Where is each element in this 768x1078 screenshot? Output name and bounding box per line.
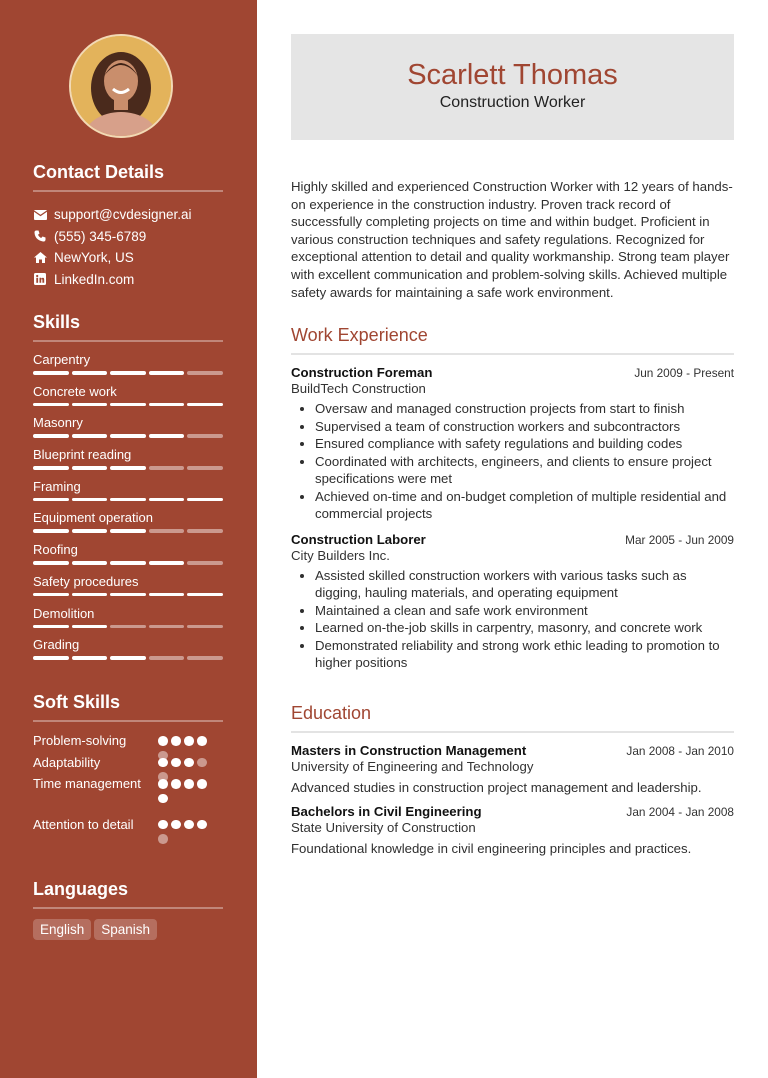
skill-label: Grading <box>33 637 80 653</box>
education-date: Jan 2004 - Jan 2008 <box>626 805 734 819</box>
job-title: Construction Foreman <box>291 365 433 380</box>
skill-level-bar <box>33 498 223 502</box>
contact-list <box>33 204 223 290</box>
education-entry <box>291 804 734 856</box>
summary: Highly skilled and experienced Construction Worker with 12 years of hands-on experience in the construction industry. Proven track record of successfully completing projects on time and within budget. Proficient in various construction techniques and safety regulations. Recognized for exceptional attention to detail and quality workmanship. Strong team player with excellent communication and problem-solving skills. Achieved multiple safety awards for maintaining a safe work environment. <box>291 179 733 300</box>
skill-label: Masonry <box>33 415 83 431</box>
skill-label: Roofing <box>33 542 78 558</box>
skill-label: Equipment operation <box>33 510 153 526</box>
contact-text: LinkedIn.com <box>54 271 135 287</box>
rating-dot <box>171 779 181 789</box>
rating-dot <box>158 779 168 789</box>
languages-list <box>33 919 223 940</box>
skill-level-segment <box>149 561 185 565</box>
home-icon <box>33 251 47 265</box>
rating-dot <box>158 758 168 768</box>
rating-dot <box>158 834 168 844</box>
skill-level-segment <box>149 403 185 407</box>
skill-level-segment <box>72 466 108 470</box>
sidebar <box>0 0 257 1078</box>
education-header <box>291 804 734 819</box>
contact-item <box>33 226 223 248</box>
education-entry <box>291 743 734 795</box>
soft-skill-label: Time management <box>33 776 141 791</box>
skill-level-segment <box>33 434 69 438</box>
skills-title: Skills <box>33 312 223 342</box>
soft-skill-item <box>33 775 223 816</box>
skills-section <box>33 312 223 667</box>
skill-level-segment <box>187 593 223 597</box>
skill-level-segment <box>187 656 223 660</box>
skill-level-segment <box>149 625 185 629</box>
skill-level-segment <box>33 466 69 470</box>
bullet-item: • Achieved on-time and on-budget completion of multiple residential and commercial projects <box>315 488 734 523</box>
skill-label: Demolition <box>33 605 95 621</box>
header <box>291 34 734 140</box>
skill-level-segment <box>149 371 185 375</box>
skill-level-segment <box>110 434 146 438</box>
skill-level-bar <box>33 593 223 597</box>
education-header <box>291 743 734 758</box>
skill-level-bar <box>33 656 223 660</box>
soft-skills-list <box>33 732 223 846</box>
language-badge: English <box>33 919 91 940</box>
skill-item <box>33 540 223 572</box>
rating-dot <box>171 758 181 768</box>
skill-level-bar <box>33 466 223 470</box>
skill-label: Carpentry <box>33 352 91 367</box>
skill-level-segment <box>33 371 69 375</box>
skill-label: Framing <box>33 478 81 494</box>
avatar <box>69 34 173 138</box>
skill-level-segment <box>149 434 185 438</box>
skill-level-segment <box>149 593 185 597</box>
skill-level-segment <box>72 529 108 533</box>
rating-dot <box>171 736 181 746</box>
envelope-icon <box>33 208 47 222</box>
skill-level-segment <box>110 403 146 407</box>
skill-item <box>33 350 223 382</box>
bullet-item: • Learned on-the-job skills in carpentry, masonry, and concrete work <box>315 619 734 637</box>
contact-section <box>33 162 223 290</box>
skill-item <box>33 382 223 414</box>
rating-dot <box>197 736 207 746</box>
skill-level-segment <box>33 498 69 502</box>
contact-item <box>33 247 223 269</box>
skill-level-segment <box>110 466 146 470</box>
skill-level-segment <box>110 593 146 597</box>
company-name: City Builders Inc. <box>291 547 390 563</box>
skill-level-segment <box>187 434 223 438</box>
skill-level-segment <box>110 498 146 502</box>
skill-level-bar <box>33 403 223 407</box>
skill-item <box>33 413 223 445</box>
soft-skills-title: Soft Skills <box>33 692 223 722</box>
skill-item <box>33 635 223 667</box>
language-badge: Spanish <box>94 919 157 940</box>
soft-skill-rating <box>158 820 214 844</box>
skill-level-segment <box>187 498 223 502</box>
skill-level-segment <box>72 561 108 565</box>
skill-level-segment <box>149 466 185 470</box>
skill-level-segment <box>72 656 108 660</box>
bullet-item: • Maintained a clean and safe work environment <box>315 602 734 620</box>
rating-dot <box>197 758 207 768</box>
skill-item <box>33 508 223 540</box>
skill-item <box>33 604 223 636</box>
linkedin-icon <box>33 272 47 286</box>
skill-item <box>33 445 223 477</box>
jobs-list <box>291 365 734 672</box>
skill-label: Blueprint reading <box>33 447 132 463</box>
degree-title: Masters in Construction Management <box>291 743 527 758</box>
experience-title: Work Experience <box>291 325 734 355</box>
skill-item <box>33 477 223 509</box>
skills-list <box>33 350 223 667</box>
candidate-role: Construction Worker <box>439 94 586 111</box>
school-name: State University of Construction <box>291 820 476 835</box>
soft-skill-label: Adaptability <box>33 754 101 770</box>
contact-text: (555) 345-6789 <box>54 228 147 244</box>
contact-text: NewYork, US <box>54 250 134 266</box>
bullet-item: • Oversaw and managed construction projects from start to finish <box>315 400 734 418</box>
skill-level-segment <box>187 466 223 470</box>
soft-skill-item <box>33 754 223 776</box>
education-description: Advanced studies in construction project management and leadership. <box>291 780 702 795</box>
experience-section <box>291 325 734 672</box>
soft-skill-label: Attention to detail <box>33 816 134 832</box>
skill-level-segment <box>149 656 185 660</box>
skill-level-segment <box>33 529 69 533</box>
skill-level-segment <box>33 593 69 597</box>
skill-level-segment <box>110 625 146 629</box>
candidate-name: Scarlett Thomas <box>407 59 618 91</box>
skill-level-segment <box>187 625 223 629</box>
skill-level-bar <box>33 561 223 565</box>
soft-skill-label: Problem-solving <box>33 733 127 748</box>
skill-level-bar <box>33 371 223 375</box>
skill-level-segment <box>72 625 108 629</box>
job-bullets <box>291 567 734 672</box>
skill-level-segment <box>72 498 108 502</box>
job-entry <box>291 532 734 672</box>
skill-level-segment <box>33 403 69 407</box>
company-name: BuildTech Construction <box>291 381 426 396</box>
job-bullets <box>291 400 734 523</box>
contact-text: support@cvdesigner.ai <box>54 207 192 223</box>
soft-skill-rating <box>158 779 214 803</box>
school-name: University of Engineering and Technology <box>291 759 534 774</box>
soft-skills-section <box>33 692 223 846</box>
soft-skill-item <box>33 732 223 754</box>
skill-level-segment <box>187 561 223 565</box>
skill-level-segment <box>72 403 108 407</box>
job-entry <box>291 365 734 523</box>
rating-dot <box>184 779 194 789</box>
skill-item <box>33 572 223 604</box>
skill-level-segment <box>187 371 223 375</box>
contact-item <box>33 269 223 291</box>
rating-dot <box>197 779 207 789</box>
skill-level-segment <box>149 498 185 502</box>
skill-level-bar <box>33 529 223 533</box>
skill-level-segment <box>72 434 108 438</box>
job-date: Jun 2009 - Present <box>634 366 734 380</box>
skill-level-segment <box>110 656 146 660</box>
skill-level-bar <box>33 625 223 629</box>
skill-level-segment <box>33 561 69 565</box>
bullet-item: • Supervised a team of construction workers and subcontractors <box>315 418 734 436</box>
contact-title: Contact Details <box>33 162 223 192</box>
rating-dot <box>158 820 168 830</box>
bullet-item: • Ensured compliance with safety regulations and building codes <box>315 435 734 453</box>
job-header <box>291 532 734 547</box>
skill-level-segment <box>187 403 223 407</box>
skill-level-segment <box>187 529 223 533</box>
languages-title: Languages <box>33 879 223 909</box>
rating-dot <box>197 820 207 830</box>
education-section <box>291 703 734 856</box>
bullet-item: • Assisted skilled construction workers with various tasks such as digging, hauling materials, and operating equipment <box>315 567 734 602</box>
rating-dot <box>184 758 194 768</box>
job-date: Mar 2005 - Jun 2009 <box>625 532 734 547</box>
education-description: Foundational knowledge in civil engineering principles and practices. <box>291 841 692 856</box>
skill-level-bar <box>33 434 223 438</box>
phone-icon <box>33 229 47 243</box>
rating-dot <box>158 794 168 804</box>
skill-level-segment <box>110 529 146 533</box>
skill-label: Concrete work <box>33 383 117 399</box>
bullet-item: • Demonstrated reliability and strong work ethic leading to promotion to higher positions <box>315 637 734 672</box>
contact-item <box>33 204 223 226</box>
rating-dot <box>184 736 194 746</box>
education-date: Jan 2008 - Jan 2010 <box>626 744 734 758</box>
skill-level-segment <box>72 593 108 597</box>
rating-dot <box>171 820 181 830</box>
skill-level-segment <box>33 625 69 629</box>
degree-title: Bachelors in Civil Engineering <box>291 804 482 819</box>
skill-level-segment <box>72 371 108 375</box>
soft-skill-item <box>33 816 223 846</box>
bullet-item: • Coordinated with architects, engineers, and clients to ensure project specifications were met <box>315 453 734 488</box>
skill-level-segment <box>110 561 146 565</box>
skill-label: Safety procedures <box>33 573 139 589</box>
skill-level-segment <box>149 529 185 533</box>
rating-dot <box>184 820 194 830</box>
job-header <box>291 365 734 380</box>
education-list <box>291 743 734 856</box>
skill-level-segment <box>33 656 69 660</box>
rating-dot <box>158 736 168 746</box>
education-title: Education <box>291 703 734 733</box>
languages-section <box>33 879 223 940</box>
job-title: Construction Laborer <box>291 531 426 547</box>
skill-level-segment <box>110 371 146 375</box>
